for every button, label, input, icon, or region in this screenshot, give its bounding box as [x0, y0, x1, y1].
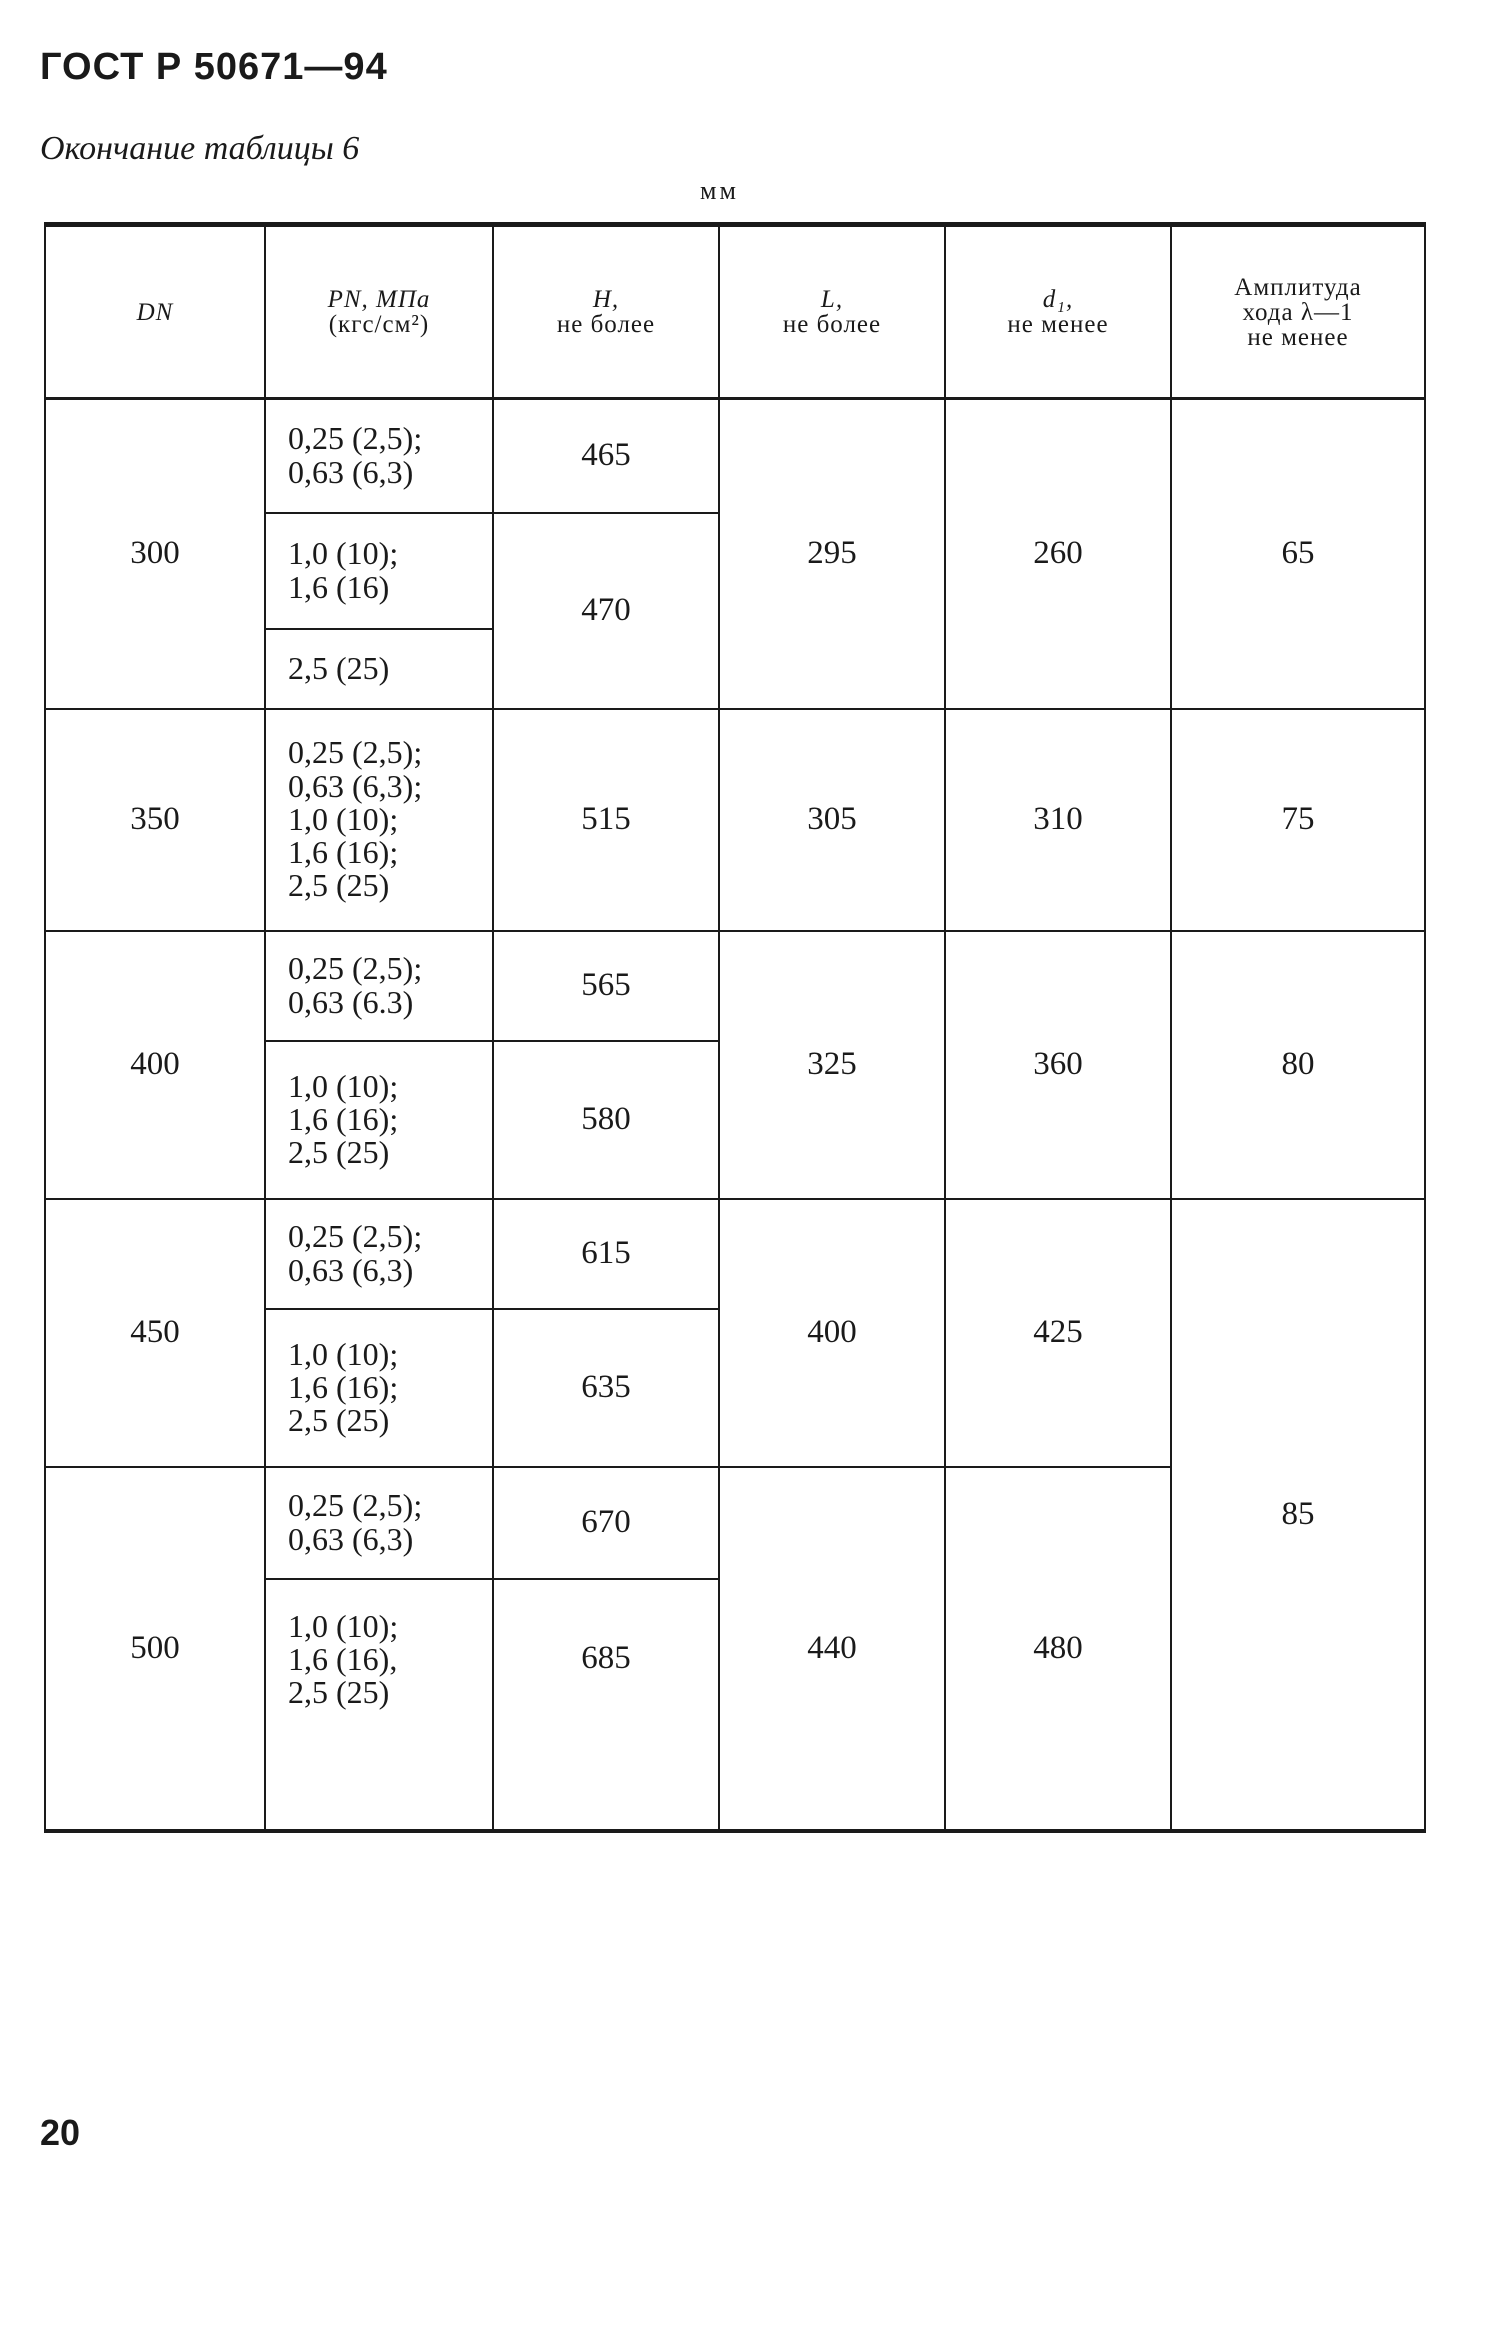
cell-dn: 300: [45, 399, 265, 709]
data-table: [44, 222, 1426, 1833]
cell-pn: 0,25 (2,5); 0,63 (6.3): [265, 931, 493, 1041]
units-label: мм: [700, 176, 739, 205]
cell-amplitude: 65: [1171, 399, 1425, 709]
cell-dn: 350: [45, 709, 265, 931]
header-amplitude-line-3: не менее: [1247, 323, 1349, 351]
cell-pn: 0,25 (2,5); 0,63 (6,3): [265, 1199, 493, 1309]
page-number: 20: [40, 2112, 81, 2153]
cell-h: 685: [493, 1579, 719, 1831]
cell-l: 400: [719, 1199, 945, 1467]
header-l: [719, 225, 945, 399]
cell-pn: 1,0 (10); 1,6 (16), 2,5 (25): [265, 1579, 493, 1831]
cell-dn: 500: [45, 1467, 265, 1831]
cell-d1: 260: [945, 399, 1171, 709]
header-l-line-1: L,: [820, 286, 844, 313]
cell-l: 295: [719, 399, 945, 709]
header-amplitude-line-1: Амплитуда: [1234, 273, 1362, 301]
cell-d1: 360: [945, 931, 1171, 1199]
cell-pn: 1,0 (10); 1,6 (16); 2,5 (25): [265, 1309, 493, 1467]
header-pn-line-2: (кгс/см²): [328, 311, 430, 338]
cell-pn: 0,25 (2,5); 0,63 (6,3): [265, 1467, 493, 1579]
cell-h: 565: [493, 931, 719, 1041]
cell-d1: 310: [945, 709, 1171, 931]
cell-h: 515: [493, 709, 719, 931]
cell-h: 470: [493, 513, 719, 709]
cell-l: 305: [719, 709, 945, 931]
document-title: ГОСТ Р 50671—94: [40, 46, 388, 88]
cell-h: 465: [493, 399, 719, 513]
header-d1-line-2: не менее: [1007, 311, 1109, 338]
cell-amplitude: 85: [1171, 1199, 1425, 1831]
cell-pn: 0,25 (2,5); 0,63 (6,3): [265, 399, 493, 513]
cell-amplitude: 75: [1171, 709, 1425, 931]
cell-amplitude: 80: [1171, 931, 1425, 1199]
cell-h: 670: [493, 1467, 719, 1579]
cell-dn: 400: [45, 931, 265, 1199]
cell-pn: 2,5 (25): [265, 629, 493, 709]
cell-h: 615: [493, 1199, 719, 1309]
cell-dn: 450: [45, 1199, 265, 1467]
header-d1: [945, 225, 1171, 399]
cell-h: 635: [493, 1309, 719, 1467]
header-h: [493, 225, 719, 399]
header-pn-line-1: PN, МПа: [327, 286, 431, 313]
table-row: [45, 1199, 1425, 1309]
table-row: [45, 709, 1425, 931]
cell-h: 580: [493, 1041, 719, 1199]
table-row: [45, 931, 1425, 1041]
header-amplitude-line-2: хода λ—1: [1242, 298, 1354, 326]
cell-d1: 425: [945, 1199, 1171, 1467]
table-row: [45, 399, 1425, 513]
header-dn: DN: [45, 225, 265, 399]
header-pn: [265, 225, 493, 399]
table-header-row: [45, 225, 1425, 399]
cell-pn: 1,0 (10); 1,6 (16): [265, 513, 493, 629]
cell-l: 325: [719, 931, 945, 1199]
header-d1-line-1: d₁,: [1042, 286, 1074, 313]
table-caption: Окончание таблицы 6: [40, 130, 360, 167]
cell-l: 440: [719, 1467, 945, 1831]
cell-d1: 480: [945, 1467, 1171, 1831]
header-h-line-1: H,: [592, 286, 620, 313]
header-amplitude: [1171, 225, 1425, 399]
header-l-line-2: не более: [782, 311, 882, 338]
cell-pn: 0,25 (2,5); 0,63 (6,3); 1,0 (10); 1,6 (16); 2,5 (25): [265, 709, 493, 931]
cell-pn: 1,0 (10); 1,6 (16); 2,5 (25): [265, 1041, 493, 1199]
header-h-line-2: не более: [556, 311, 656, 338]
